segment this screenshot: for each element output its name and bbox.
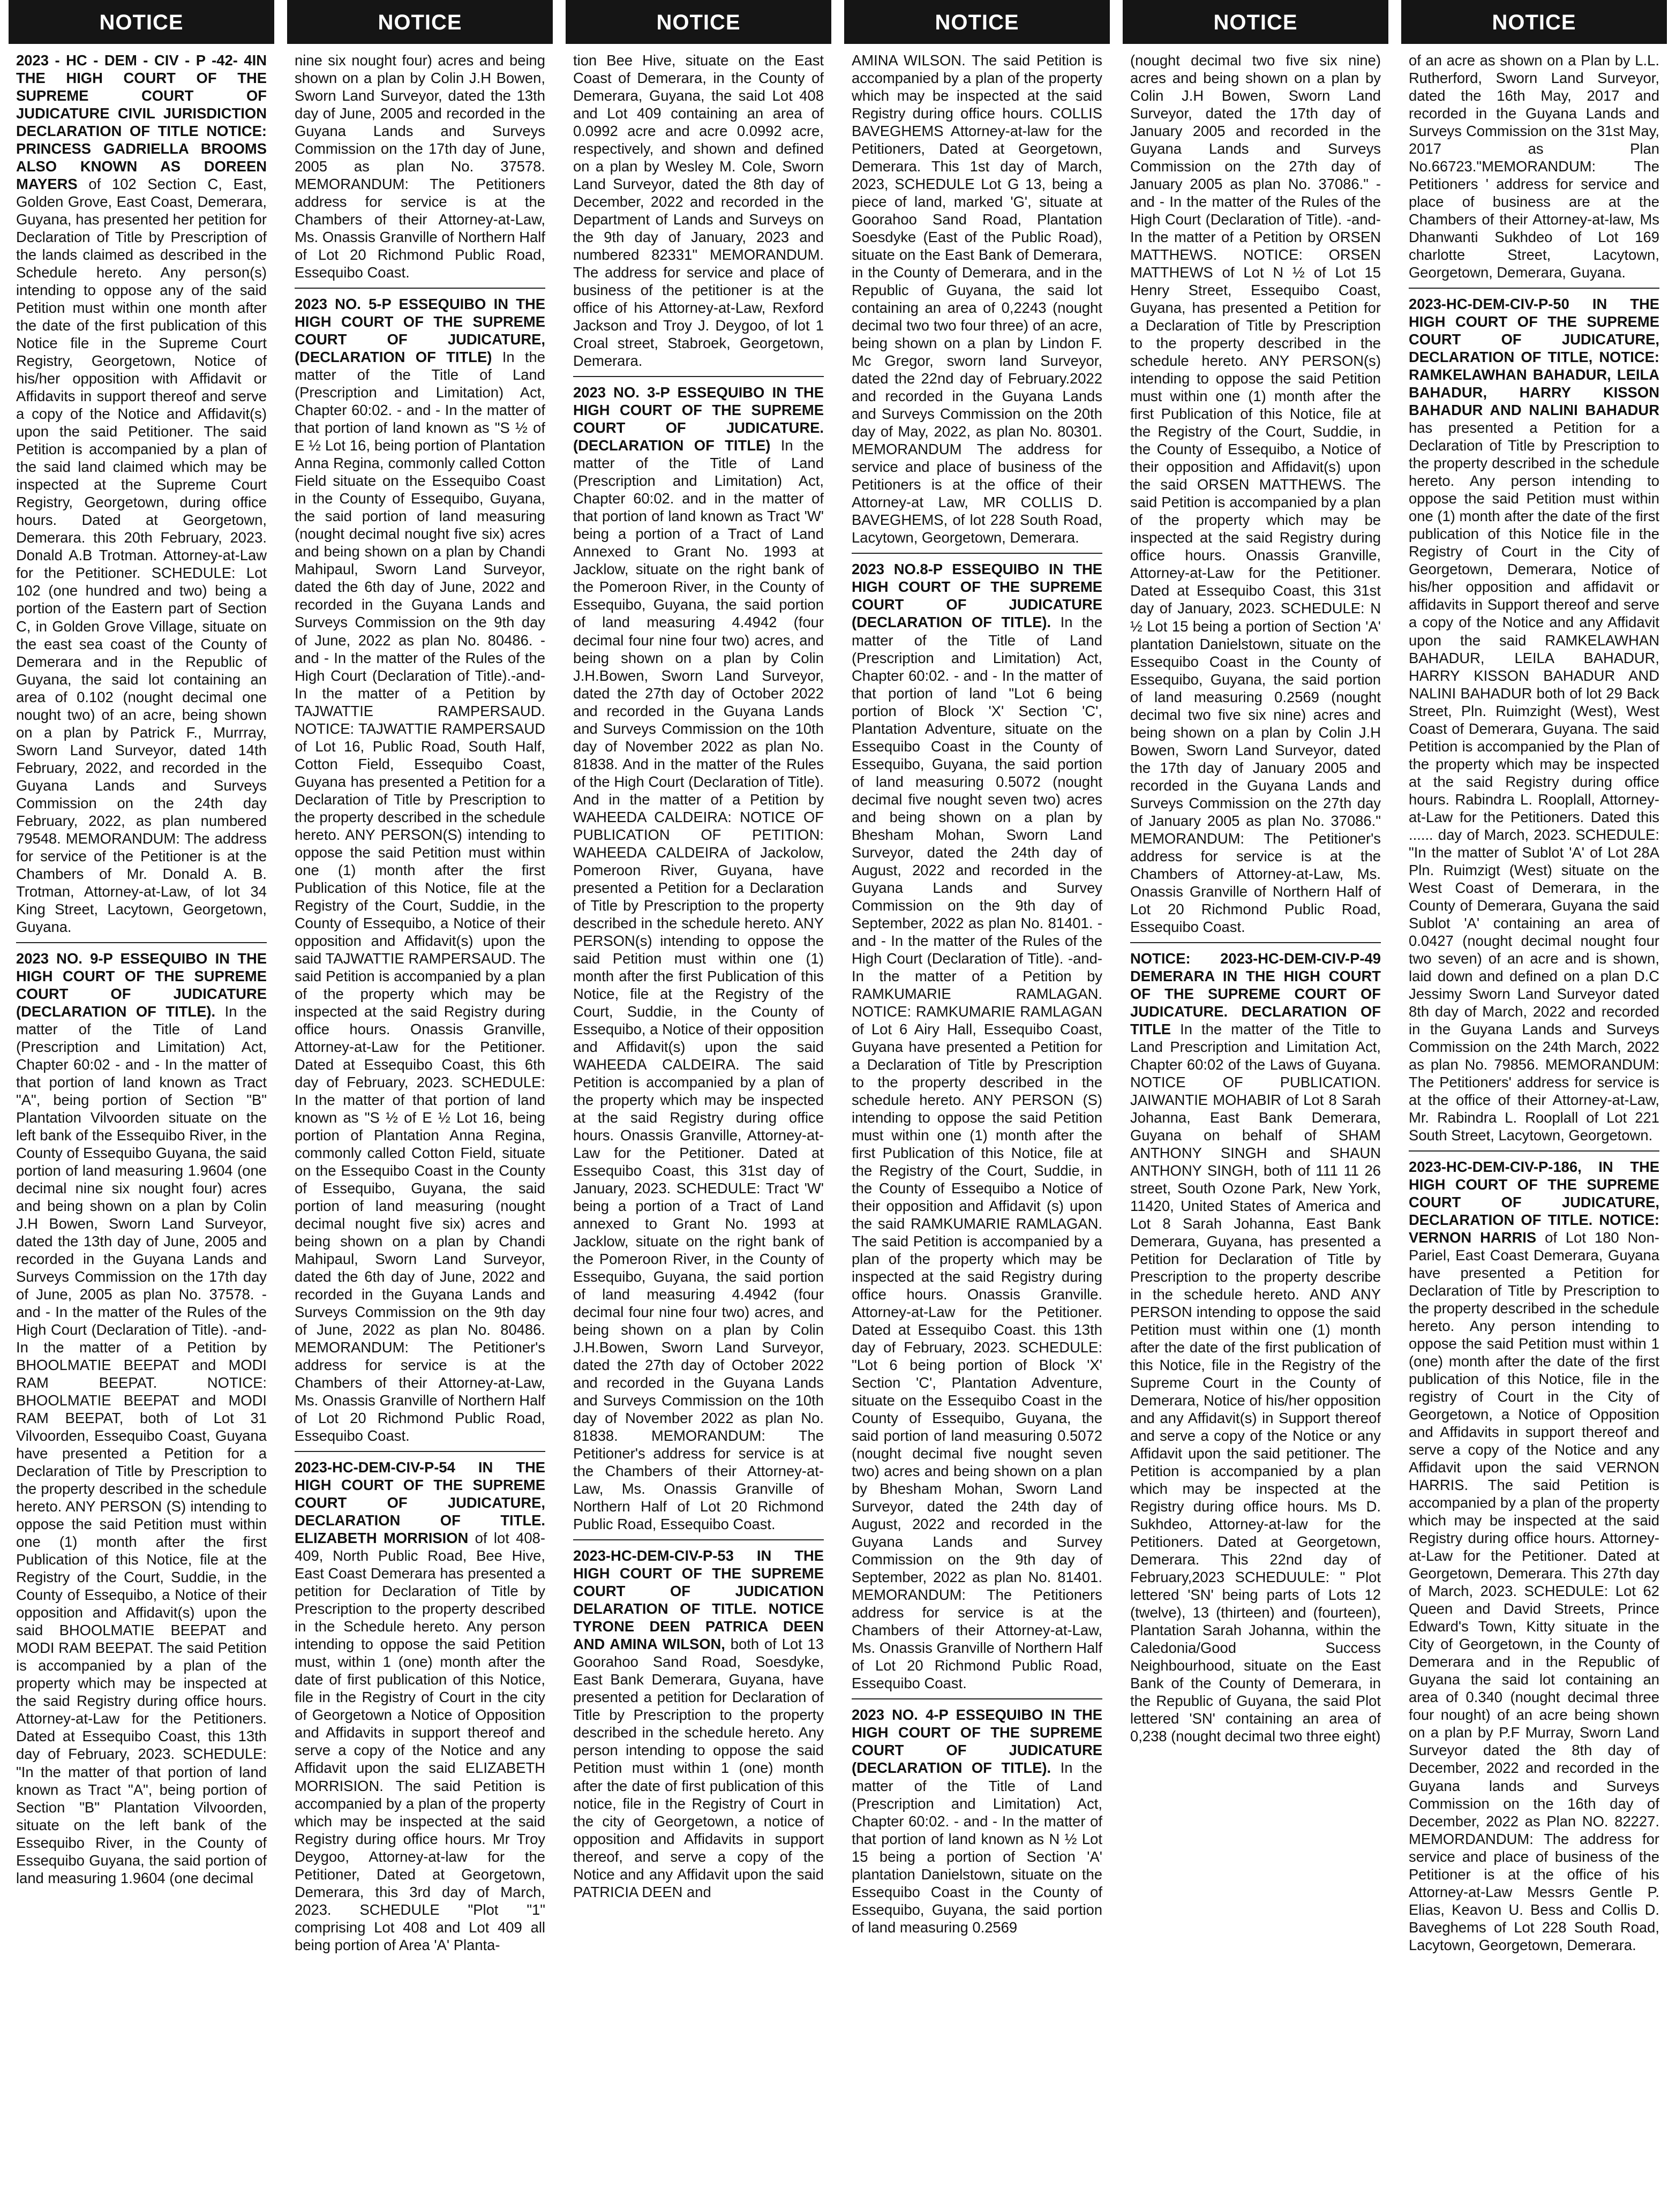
notice-item xyxy=(16,51,267,936)
notice-body: of Lot 180 Non-Pariel, East Coast Demerara, Guyana have presented a Petition for Declaration of Title by Prescription to the property described in the schedule hereto. Any person intending to oppose the said Petition must within 1 (one) month after the date of the first publication of this Notice, file in the registry of Court in the City of Georgetown, a Notice of Opposition and Affidavits in support thereof and serve a copy of the Notice and any Affidavit upon the said VERNON HARRIS. The said Petition is accompanied by a plan of the property which may be inspected at the said Registry during office hours. Attorney-at-Law for the Petitioner. Dated at Georgetown, Demerara. This 27th day of March, 2023. SCHEDULE: Lot 62 Queen and David Streets, Prince Edward's Town, Kitty situate in the City of Georgetown, in the County of Demerara and in the Republic of Guyana the said lot containing an area of 0.340 (nought decimal three four nought) of an acre being shown on a plan by P.F Murray, Sworn Land Surveyor dated the 8th day of December, 2022 and recorded in the Guyana lands and Surveys Commission on the 16th day of December, 2022 as Plan NO. 82227. MEMORDANDUM: The address for service and place of business of the Petitioner is at the office of his Attorney-at-Law Messrs Gentle P. Elias, Keavon U. Bess and Collis D. Baveghems of Lot 228 South Road, Lacytown, Georgetown, Demerara. xyxy=(1409,1229,1659,1953)
notice-divider xyxy=(295,1451,545,1452)
notice-divider xyxy=(852,553,1102,554)
notice-item xyxy=(1130,950,1381,1745)
column-body xyxy=(287,44,553,1954)
notice-title: 2023-HC-DEM-CIV-P-53 IN THE HIGH COURT OF THE SUPREME COURT OF JUDICATION DELARATION OF TITLE. NOTICE TYRONE DEEN PATRICA DEEN AND AMINA WILSON, xyxy=(573,1547,824,1653)
notice-divider xyxy=(16,942,267,943)
notice-divider xyxy=(1409,1150,1659,1152)
notice-body: In the matter of the Title to Land Prescription and Limitation Act, Chapter 60:02 of the Laws of Guyana. NOTICE OF PUBLICATION. JAIWANTIE MOHABIR of Lot 8 Sarah Johanna, East Bank Demerara, Guyana on behalf of SHAM ANTHONY SINGH and SHAUN ANTHONY SINGH, both of 111 11 26 street, South Ozone Park, New York, 11420, United States of America and Lot 8 Sarah Johanna, East Bank Demerara, Guyana, has presented a Petition for Declaration of Title by Prescription to the property describe in the schedule hereto. AND ANY PERSON intending to oppose the said Petition must within one (1) month after the date of the first publication of this Notice, file in the Registry of the Supreme Court in the County of Demerara, Notice of his/her opposition and any Affidavit(s) in Support thereof and serve a copy of the Notice or any Affidavit upon the said petitioner. The Petition is accompanied by a plan which may be inspected at the Registry during office hours. Ms D. Sukhdeo, Attorney-at-law for the Petitioners. Dated at Georgetown, Demerara. This 22nd day of February,2023 SCHEDUULE: " Plot lettered 'SN' being parts of Lots 12 (twelve), 13 (thirteen) and (fourteen), Plantation Sarah Johanna, within the Caledonia/Good Success Neighbourhood, situate on the East Bank of the County of Demerara, in the Republic of Guyana, the said Plot lettered 'SN' containing an area of 0,238 (nought decimal two three eight) xyxy=(1130,1020,1381,1745)
notice-item xyxy=(295,51,545,281)
notice-item xyxy=(573,51,824,370)
notice-divider xyxy=(573,1539,824,1540)
notice-item xyxy=(1409,295,1659,1144)
notice-body: both of Lot 13 Goorahoo Sand Road, Soesdyke, East Bank Demerara, Guyana, have presented a petition for Declaration of Title by Prescription to the property described in the schedule hereto. Any person intending to oppose the said Petition must within 1 (one) month after the date of first publication of this notice, file in the Registry of Court in the city of Georgetown, a notice of opposition and Affidavits in support thereof, and serve a copy of the Notice and any Affidavit upon the said PATRICIA DEEN and xyxy=(573,1636,824,1900)
notice-column-4 xyxy=(844,0,1110,2212)
notice-divider xyxy=(573,376,824,377)
notice-title: 2023-HC-DEM-CIV-P-54 IN THE HIGH COURT OF THE SUPREME COURT OF JUDICATURE, DECLARATION OF TITLE. ELIZABETH MORRISION xyxy=(295,1459,545,1547)
notice-title: 2023-HC-DEM-CIV-P-50 IN THE HIGH COURT OF THE SUPREME COURT OF JUDICATURE, DECLARATION OF TITLE, NOTICE: RAMKELAWHAN BAHADUR, LEILA BAHADUR, HARRY KISSON BAHADUR AND NALINI BAHADUR xyxy=(1409,296,1659,419)
notice-title: 2023 NO. 5-P ESSEQUIBO IN THE HIGH COURT OF THE SUPREME COURT OF JUDICATURE, (DECLARATION OF TITLE) xyxy=(295,296,545,366)
notice-title: 2023 NO.8-P ESSEQUIBO IN THE HIGH COURT OF THE SUPREME COURT OF JUDICATURE (DECLARATION OF TITLE). xyxy=(852,561,1102,631)
column-body xyxy=(9,44,274,1887)
column-header: NOTICE xyxy=(844,0,1110,44)
notice-title: 2023 NO. 9-P ESSEQUIBO IN THE HIGH COURT OF THE SUPREME COURT OF JUDICATURE (DECLARATION OF TITLE). xyxy=(16,950,267,1020)
notice-title: 2023 NO. 3-P ESSEQUIBO IN THE HIGH COURT OF THE SUPREME COURT OF JUDICATURE. (DECLARATION OF TITLE) xyxy=(573,384,824,454)
column-header: NOTICE xyxy=(9,0,274,44)
column-body xyxy=(566,44,831,1901)
notice-column-2 xyxy=(287,0,553,2212)
notice-item xyxy=(1409,51,1659,281)
notice-body: AMINA WILSON. The said Petition is accompanied by a plan of the property which may be inspected at the said Registry during office hours. COLLIS BAVEGHEMS Attorney-at-law for the Petitioners, Dated at Georgetown, Demerara. This 1st day of March, 2023, SCHEDULE Lot G 13, being a piece of land, marked 'G', situate at Goorahoo Sand Road, Plantation Soesdyke (East of the Public Road), situate on the East Bank of Demerara, in the County of Demerara, and in the Republic of Guyana, the said lot containing an area of 0,2243 (nought decimal two two four three) of an acre, being shown on a plan by Lindon F. Mc Gregor, sworn land Surveyor, dated the 22nd day of February.2022 and recorded in the Guyana Lands and Surveys Commission on the 20th day of May, 2022, as plan No. 80301. MEMORANDUM The address for service and place of business of the Petitioners is at the office of their Attorney-at Law, MR COLLIS D. BAVEGHEMS, of lot 228 South Road, Lacytown, Georgetown, Demerara. xyxy=(852,52,1102,546)
notice-title: 2023 - HC - DEM - CIV - P -42- 4IN THE HIGH COURT OF THE SUPREME COURT OF JUDICATURE CIVIL JURISDICTION DECLARATION OF TITLE NOTICE: PRINCESS GADRIELLA BROOMS ALSO KNOWN AS DOREEN MAYERS xyxy=(16,52,267,193)
column-header: NOTICE xyxy=(566,0,831,44)
notice-item xyxy=(573,1547,824,1900)
notice-body: of lot 408-409, North Public Road, Bee Hive, East Coast Demerara has presented a petition for Declaration of Title by Prescription to the property described in the Schedule hereto. Any person intending to oppose the said Petition must, within 1 (one) month after the date of first publication of this Notice, file in the Registry of Court in the city of Georgetown a Notice of Opposition and Affidavits in support thereof and serve a copy of the Notice and any Affidavit upon the said ELIZABETH MORRISION. The said Petition is accompanied by a plan of the property which may be inspected at the said Registry during office hours. Mr Troy Deygoo, Attorney-at-law for the Petitioner, Dated at Georgetown, Demerara, this 3rd day of March, 2023. SCHEDULE "Plot "1" comprising Lot 408 and Lot 409 all being portion of Area 'A' Planta- xyxy=(295,1530,545,1953)
notice-item xyxy=(852,1706,1102,1936)
column-header: NOTICE xyxy=(287,0,553,44)
notice-column-5 xyxy=(1123,0,1388,2212)
notice-body: has presented a Petition for a Declaration of Title by Prescription to the property described in the schedule hereto. Any person intending to oppose the said Petition must within one (1) month after the date of the first publication of this Notice file in the Registry of Court in the City of Georgetown, Demerara, Notice of his/her opposition and affidavit or affidavits in Support thereof and serve a copy of the Notice and any Affidavit upon the said RAMKELAWHAN BAHADUR, LEILA BAHADUR, HARRY KISSON BAHADUR AND NALINI BAHADUR both of lot 29 Back Street, Pln. Ruimzight (West), West Coast of Demerara, Guyana. The said Petition is accompanied by the Plan of the property which may be inspected at the said Registry during office hours. Rabindra L. Rooplall, Attorney-at-Law for the Petitioners. Dated this ...... day of March, 2023. SCHEDULE: "In the matter of Sublot 'A' of Lot 28A Pln. Ruimzigt (West) situate on the West Coast of Demerara, in the County of Demerara, Guyana the said Sublot 'A' containing an area of 0.0427 (nought decimal nought four two seven) of an acre and is shown, laid down and defined on a plan D.C Jessimy Sworn Land Surveyor dated 8th day of March, 2022 and recorded in the Guyana Lands and Surveys Commission on the 24th March, 2022 as plan No. 79856. MEMORANDUM: The Petitioners' address for service is at the office of their Attorney-at-Law, Mr. Rabindra L. Rooplall of Lot 221 South Street, Lacytown, Georgetown. xyxy=(1409,419,1659,1143)
notice-column-3 xyxy=(566,0,831,2212)
notice-item xyxy=(852,51,1102,546)
notice-body: nine six nought four) acres and being shown on a plan by Colin J.H Bowen, Sworn Land Surveyor, dated the 13th day of June, 2005 and recorded in the Guyana Lands and Surveys Commission on the 17th day of June, 2005 as plan No. 37578. MEMORANDUM: The Petitioners address for service is at the Chambers of their Attorney-at-Law, Ms. Onassis Granville of Northern Half of Lot 20 Richmond Public Road, Essequibo Coast. xyxy=(295,52,545,281)
notice-item xyxy=(573,383,824,1533)
notice-column-1 xyxy=(9,0,274,2212)
column-header: NOTICE xyxy=(1401,0,1667,44)
notice-item xyxy=(852,560,1102,1692)
notice-item xyxy=(1409,1158,1659,1954)
notice-body: In the matter of the Title of Land (Prescription and Limitation) Act, Chapter 60:02. - and - In the matter of that portion of land known as N ½ Lot 15 being a portion of Section 'A' plantation Danielstown, situate on the Essequibo Coast in the County of Essequibo, Guyana, the said portion of land measuring 0.2569 xyxy=(852,1759,1102,1936)
notice-divider xyxy=(852,1698,1102,1699)
notice-body: of an acre as shown on a Plan by L.L. Rutherford, Sworn Land Surveyor, dated the 16th May, 2017 and recorded in the Guyana Lands and Surveys Commission on the 31st May, 2017 as Plan No.66723."MEMORANDUM: The Petitioners ' address for service and place of business are at the Chambers of their Attorney-at-law, Ms Dhanwanti Sukhdeo of Lot 169 charlotte Street, Lacytown, Georgetown, Demerara, Guyana. xyxy=(1409,52,1659,281)
notice-title: 2023-HC-DEM-CIV-P-186, IN THE HIGH COURT OF THE SUPREME COURT OF JUDICATURE, DECLARATION OF TITLE. NOTICE: VERNON HARRIS xyxy=(1409,1158,1659,1246)
notice-body: In the matter of the Title of Land (Prescription and Limitation) Act, Chapter 60:02. - and - In the matter of that portion of land "Lot 6 being portion of Block 'X' Section 'C', Plantation Adventure, situate on the Essequibo Coast in the County of Essequibo, Guyana, the said portion of land measuring 0.5072 (nought decimal five nought seven two) acres and being shown on a plan by Bhesham Mohan, Sworn Land Surveyor, dated the 24th day of August, 2022 and recorded in the Guyana Lands and Survey Commission on the 9th day of September, 2022 as plan No. 81401. - and - In the matter of the Rules of the High Court (Declaration of Title). -and- In the matter of a Petition by RAMKUMARIE RAMLAGAN. NOTICE: RAMKUMARIE RAMLAGAN of Lot 6 Airy Hall, Essequibo Coast, Guyana have presented a Petition for a Declaration of Title by Prescription to the property described in the schedule hereto. ANY PERSON (S) intending to oppose the said Petition must within one (1) month after the first Publication of this Notice, file at the Registry of the Court, Suddie, in the County of Essequibo a Notice of their opposition and Affidavit (s) upon the said RAMKUMARIE RAMLAGAN. The said Petition is accompanied by a plan of the property which may be inspected at the said Registry during office hours. Onassis Granville. Attorney-at-Law for the Petitioner. Dated at Essequibo Coast. this 13th day of February, 2023. SCHEDULE: "Lot 6 being portion of Block 'X' Section 'C', Plantation Adventure, situate on the Essequibo Coast in the County of Essequibo, Guyana, the said portion of land measuring 0.5072 (nought decimal five nought seven two) acres and being shown on a plan by Bhesham Mohan, Sworn Land Surveyor, dated the 24th day of August, 2022 and recorded in the Guyana Lands and Survey Commission on the 9th day of September, 2022 as plan No. 81401. MEMORANDUM: The Petitioners address for service is at the Chambers of their Attorney-at-Law, Ms. Onassis Granville of Northern Half of Lot 20 Richmond Public Road, Essequibo Coast. xyxy=(852,614,1102,1692)
notice-divider xyxy=(1130,942,1381,943)
notice-body: In the matter of the Title of Land (Prescription and Limitation) Act, Chapter 60:02 - and - In the matter of that portion of land known as Tract "A", being portion of Section "B" Plantation Vilvoorden situate on the left bank of the Essequibo River, in the County of Essequibo Guyana, the said portion of land measuring 1.9604 (one decimal nine six nought four) acres and being shown on a plan by Colin J.H Bowen, Sworn Land Surveyor, dated the 13th day of June, 2005 and recorded in the Guyana Lands and Surveys Commission on the 17th day of June, 2005 as plan No. 37578. - and - In the matter of the Rules of the High Court (Declaration of Title). -and- In the matter of a Petition by BHOOLMATIE BEEPAT and MODI RAM BEEPAT. NOTICE: BHOOLMATIE BEEPAT and MODI RAM BEEPAT, both of Lot 31 Vilvoorden, Essequibo Coast, Guyana have presented a Petition for a Declaration of Title by Prescription to the property described in the schedule hereto. ANY PERSON (S) intending to oppose the said Petition must within one (1) month after the first Publication of this Notice, file at the Registry of the Court, Suddie, in the County of Essequibo, a Notice of their opposition and Affidavit(s) upon the said BHOOLMATIE BEEPAT and MODI RAM BEEPAT. The said Petition is accompanied by a plan of the property which may be inspected at the said Registry during office hours. Attorney-at-Law for the Petitioners. Dated at Essequibo Coast, this 13th day of February, 2023. SCHEDULE: "In the matter of that portion of land known as Tract "A", being portion of Section "B" Plantation Vilvoorden, situate on the left bank of the Essequibo River, in the County of Essequibo Guyana, the said portion of land measuring 1.9604 (one decimal xyxy=(16,1003,267,1886)
column-body xyxy=(844,44,1110,1936)
notice-item xyxy=(295,1458,545,1953)
notice-item xyxy=(16,950,267,1887)
column-header: NOTICE xyxy=(1123,0,1388,44)
notice-divider xyxy=(295,288,545,289)
notice-column-6 xyxy=(1401,0,1667,2212)
notice-divider xyxy=(1409,288,1659,289)
notice-body: of 102 Section C, East, Golden Grove, East Coast, Demerara, Guyana, has presented her petition for Declaration of Title by Prescription of the lands claimed as described in the Schedule hereto. Any person(s) intending to oppose any of the said Petition must within one month after the date of the first publication of this Notice file in the Supreme Court Registry, Georgetown, Notice of his/her opposition with Affidavit or Affidavits in support thereof and serve a copy of the Notice and Affidavit(s) upon the said Petitioner. The said Petition is accompanied by a plan of the said land claimed which may be inspected at the Supreme Court Registry, Georgetown, during office hours. Dated at Georgetown, Demerara. this 20th February, 2023. Donald A.B Trotman. Attorney-at-Law for the Petitioner. SCHEDULE: Lot 102 (one hundred and two) being a portion of the Eastern part of Section C, in Golden Grove Village, situate on the east sea coast of the County of Demerara and in the Republic of Guyana, the said lot containing an area of 0.102 (nought decimal one nought two) of an acre, being shown on a plan by Patrick F., Murrray, Sworn Land Surveyor, dated 14th February, 2022, and recorded in the Guyana Lands and Surveys Commission on the 24th day February, 2022, as plan numbered 79548. MEMORANDUM: The address for service of the Petitioner is at the Chambers of Mr. Donald A. B. Trotman, Attorney-at-Law, of lot 34 King Street, Lacytown, Georgetown, Guyana. xyxy=(16,176,267,935)
notice-title: 2023 NO. 4-P ESSEQUIBO IN THE HIGH COURT OF THE SUPREME COURT OF JUDICATURE (DECLARATION OF TITLE). xyxy=(852,1706,1102,1777)
notice-body: In the matter of the Title of Land (Prescription and Limitation) Act, Chapter 60:02. and in the matter of that portion of land known as Tract 'W' being a portion of a Tract of Land Annexed to Grant No. 1993 at Jacklow, situate on the right bank of the Pomeroon River, in the County of Essequibo, Guyana, the said portion of land measuring 4.4942 (four decimal four nine four two) acres, and being shown on a plan by Colin J.H.Bowen, Sworn Land Surveyor, dated the 27th day of October 2022 and recorded in the Guyana Lands and Surveys Commission on the 10th day of November 2022 as plan No. 81838. And in the matter of the Rules of the High Court (Declaration of Title). And in the matter of a Petition by WAHEEDA CALDEIRA: NOTICE OF PUBLICATION OF PETITION: WAHEEDA CALDEIRA of Jackolow, Pomeroon River, Guyana, have presented a Petition for a Declaration of Title by Prescription to the property described in the schedule hereto. ANY PERSON(s) intending to oppose the said Petition must within one (1) month after the first Publication of this Notice, file at the Registry of the Court, Suddie, in the County of Essequibo, a Notice of their opposition and Affidavit(s) upon the said WAHEEDA CALDEIRA. The said Petition is accompanied by a plan of the property which may be inspected at the said Registry during office hours. Onassis Granville, Attorney-at-Law for the Petitioner. Dated at Essequibo Coast, this 31st day of January, 2023. SCHEDULE: Tract 'W' being a portion of a Tract of Land annexed to Grant No. 1993 at Jacklow, situate on the right bank of the Pomeroon River, in the County of Essequibo, Guyana, the said portion of land measuring 4.4942 (four decimal four nine four two) acres, and being shown on a plan by Colin J.H.Bowen, Sworn Land Surveyor, dated the 27th day of October 2022 and recorded in the Guyana Lands and Surveys Commission on the 10th day of November 2022 as plan No. 81838. MEMORANDUM: The Petitioner's address for service is at the Chambers of their Attorney-at-Law, Ms. Onassis Granville of Northern Half of Lot 20 Richmond Public Road, Essequibo Coast. xyxy=(573,437,824,1533)
notice-body: (nought decimal two five six nine) acres and being shown on a plan by Colin J.H Bowen, Sworn Land Surveyor, dated the 17th day of January 2005 and recorded in the Guyana Lands and Surveys Commission on the 27th day of January 2005 as plan No. 37086." - and - In the matter of the Rules of the High Court (Declaration of Title). -and- In the matter of a Petition by ORSEN MATTHEWS. NOTICE: ORSEN MATTHEWS of Lot N ½ of Lot 15 Henry Street, Essequibo Coast, Guyana, has presented a Petition for a Declaration of Title by Prescription to the property described in the schedule hereto. ANY PERSON(s) intending to oppose the said Petition must within one (1) month after the first Publication of this Notice, file at the Registry of the Court, Suddie, in the County of Essequibo, a Notice of their opposition and Affidavit(s) upon the said ORSEN MATTHEWS. The said Petition is accompanied by a plan of the property which may be inspected at the said Registry during office hours. Onassis Granville, Attorney-at-Law for the Petitioner. Dated at Essequibo Coast, this 31st day of January, 2023. SCHEDULE: N ½ Lot 15 being a portion of Section 'A' plantation Danielstown, situate on the Essequibo Coast in the County of Essequibo, Guyana, the said portion of land measuring 0.2569 (nought decimal two five six nine) acres and being shown on a plan by Colin J.H Bowen, Sworn Land Surveyor, dated the 17th day of January 2005 and recorded in the Guyana Lands and Surveys Commission on the 27th day of January 2005 as plan No. 37086." MEMORANDUM: The Petitioner's address for service is at the Chambers of Attorney-at-Law, Ms. Onassis Granville of Northern Half of Lot 20 Richmond Public Road, Essequibo Coast. xyxy=(1130,52,1381,935)
notice-item xyxy=(295,295,545,1444)
column-body xyxy=(1401,44,1667,1954)
notice-body: In the matter of the Title of Land (Prescription and Limitation) Act, Chapter 60:02. - and - In the matter of that portion of land known as "S ½ of E ½ Lot 16, being portion of Plantation Anna Regina, commonly called Cotton Field situate on the Essequibo Coast in the County of Essequibo, Guyana, the said portion of land measuring (nought decimal nought five six) acres and being shown on a plan by Chandi Mahipaul, Sworn Land Surveyor, dated the 6th day of June, 2022 and recorded in the Guyana Lands and Surveys Commission on the 9th day of June, 2022 as plan No. 80486. - and - In the matter of the Rules of the High Court (Declaration of Title).-and- In the matter of a Petition by TAJWATTIE RAMPERSAUD. NOTICE: TAJWATTIE RAMPERSAUD of Lot 16, Public Road, South Half, Cotton Field, Essequibo Coast, Guyana has presented a Petition for a Declaration of Title by Prescription to the property described in the schedule hereto. ANY PERSON(S) intending to oppose the said Petition must within one (1) month after the first Publication of this Notice, file at the Registry of the Court, Suddie, in the County of Essequibo, a Notice of their opposition and Affidavit(s) upon the said TAJWATTIE RAMPERSAUD. The said Petition is accompanied by a plan of the property which may be inspected at the said Registry during office hours. Onassis Granville, Attorney-at-Law for the Petitioner. Dated at Essequibo Coast, this 6th day of February, 2023. SCHEDULE: In the matter of that portion of land known as "S ½ of E ½ Lot 16, being portion of Plantation Anna Regina, commonly called Cotton Field, situate on the Essequibo Coast in the County of Essequibo, Guyana, the said portion of land measuring (nought decimal nought five six) acres and being shown on a plan by Chandi Mahipaul, Sworn Land Surveyor, dated the 6th day of June, 2022 and recorded in the Guyana Lands and Surveys Commission on the 9th day of June, 2022 as plan No. 80486. MEMORANDUM: The Petitioner's address for service is at the Chambers of their Attorney-at-Law, Ms. Onassis Granville of Northern Half of Lot 20 Richmond Public Road, Essequibo Coast. xyxy=(295,349,545,1444)
notice-body: tion Bee Hive, situate on the East Coast of Demerara, in the County of Demerara, Guyana, the said Lot 408 and Lot 409 containing an area of 0.0992 acre and acre 0.0992 acre, respectively, and shown and defined on a plan by Wesley M. Cole, Sworn Land Surveyor, dated the 8th day of December, 2022 and recorded in the Department of Lands and Surveys on the 9th day of January, 2023 and numbered 82331" MEMORANDUM. The address for service and place of business of the petitioner is at the office of his Attorney-at-Law, Rexford Jackson and Troy J. Deygoo, of lot 1 Croal street, Stabroek, Georgetown, Demerara. xyxy=(573,52,824,370)
notice-title: NOTICE: 2023-HC-DEM-CIV-P-49 DEMERARA IN THE HIGH COURT OF THE SUPREME COURT OF JUDICATURE. DECLARATION OF TITLE xyxy=(1130,950,1381,1037)
notice-item xyxy=(1130,51,1381,936)
column-body xyxy=(1123,44,1388,1745)
